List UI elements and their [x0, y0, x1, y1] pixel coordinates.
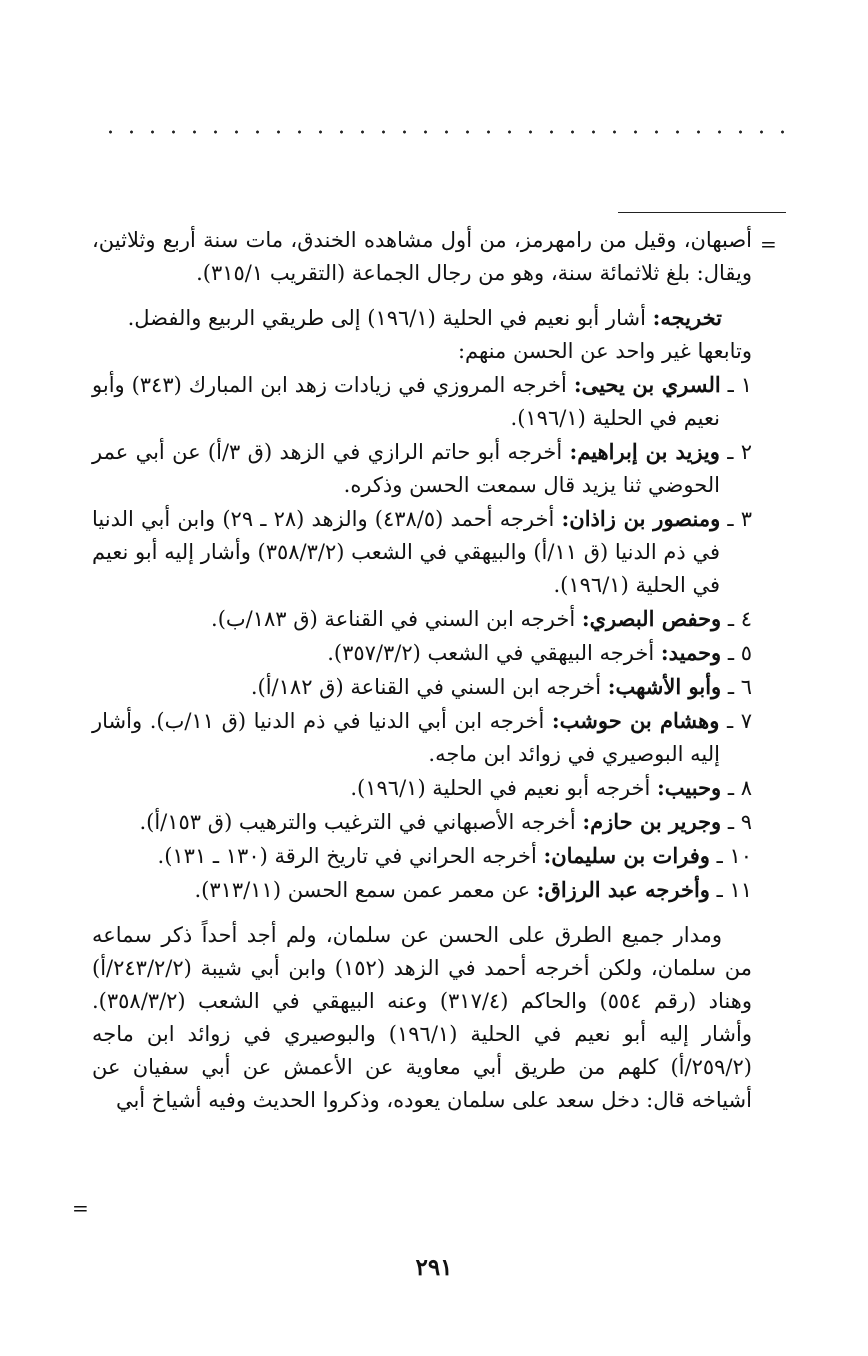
- item-number: ٩ ـ: [721, 810, 752, 834]
- item-text: أخرجه الحراني في تاريخ الرقة (١٣٠ ـ ١٣١).: [157, 844, 544, 868]
- item-text: أخرجه ابن السني في القناعة (ق ١٨٣/ب).: [211, 607, 582, 631]
- item-number: ٣ ـ: [720, 507, 753, 531]
- list-item: [92, 839, 752, 873]
- narrator-name: وحفص البصري:: [581, 606, 722, 631]
- list-item: [92, 670, 752, 704]
- list-item: [92, 368, 752, 435]
- list-item: [92, 805, 752, 839]
- item-text: أخرجه ابن أبي الدنيا في ذم الدنيا (ق ١١/ب). وأشار إليه البوصيري في زوائد ابن ماجه.: [92, 709, 720, 766]
- list-item: [92, 704, 752, 771]
- continuation-marker-bottom: =: [72, 1196, 89, 1220]
- list-item: [92, 636, 752, 670]
- item-text: أخرجه الأصبهاني في الترغيب والترهيب (ق ١٥٣/أ).: [139, 810, 583, 834]
- item-text: أخرجه المروزي في زيادات زهد ابن المبارك (٣٤٣) وأبو نعيم في الحلية (١٩٦/١).: [92, 373, 720, 430]
- list-item: [92, 502, 752, 602]
- takhrij-paragraph: [92, 301, 752, 335]
- item-text: أخرجه البيهقي في الشعب (٣٥٧/٣/٢).: [327, 641, 661, 665]
- narrator-name: وأبو الأشهب:: [607, 674, 722, 699]
- item-number: ٨ ـ: [721, 776, 752, 800]
- item-number: ١ ـ: [720, 373, 752, 397]
- item-number: ٦ ـ: [721, 675, 752, 699]
- item-number: ٧ ـ: [719, 709, 752, 733]
- narrator-name: وحميد:: [660, 640, 722, 665]
- item-text: عن معمر عمن سمع الحسن (٣١٣/١١).: [194, 878, 537, 902]
- narrator-name: وأخرجه عبد الرزاق:: [536, 877, 710, 902]
- list-item: [92, 602, 752, 636]
- dotted-separator: [100, 128, 790, 136]
- item-number: ١٠ ـ: [709, 844, 752, 868]
- continuation-marker-top: =: [760, 232, 777, 256]
- item-number: ١١ ـ: [709, 878, 752, 902]
- narrator-name: ومنصور بن زاذان:: [561, 506, 721, 531]
- list-item: [92, 873, 752, 907]
- followers-list: [92, 368, 752, 907]
- item-text: أخرجه ابن السني في القناعة (ق ١٨٢/أ).: [250, 675, 608, 699]
- footnote-block: [92, 224, 752, 1117]
- footnote-rule: [618, 212, 786, 213]
- item-number: ٢ ـ: [719, 440, 753, 464]
- takhrij-text: أشار أبو نعيم في الحلية (١٩٦/١) إلى طريقي الربيع والفضل.: [127, 306, 653, 330]
- narrator-name: وفرات بن سليمان:: [543, 843, 710, 868]
- narrator-name: ويزيد بن إبراهيم:: [569, 439, 720, 464]
- list-item: [92, 771, 752, 805]
- closing-paragraph: ومدار جميع الطرق على الحسن عن سلمان، ولم أجد أحداً ذكر سماعه من سلمان، ولكن أخرجه أحمد في الزهد (١٥٢) وابن أبي شيبة (٢٤٣/٢/٢/أ) وهناد (رقم ٥٥٤) والحاكم (٣١٧/٤) وعنه البيهقي في الشعب (٣٥٨/٣/٢). وأشار إليه أبو نعيم في الحلية (١٩٦/١) والبوصيري في زوائد ابن ماجه (٢٥٩/٢/أ) كلهم من طريق أبي معاوية عن الأعمش عن أبي سفيان عن أشياخه قال: دخل سعد على سلمان يعوده، وذكروا الحديث وفيه أشياخ أبي: [92, 923, 752, 1112]
- list-item: [92, 435, 752, 502]
- item-text: أخرجه أبو نعيم في الحلية (١٩٦/١).: [350, 776, 658, 800]
- item-text: أخرجه أبو حاتم الرازي في الزهد (ق ٣/أ) عن أبي عمر الحوضي ثنا يزيد قال سمعت الحسن وذكره.: [92, 440, 720, 497]
- item-number: ٤ ـ: [721, 607, 752, 631]
- continued-text: أصبهان، وقيل من رامهرمز، من أول مشاهده الخندق، مات سنة أربع وثلاثين، ويقال: بلغ ثلاثمائة سنة، وهو من رجال الجماعة (التقريب ٣١٥/١).: [92, 228, 752, 285]
- followers-intro: وتابعها غير واحد عن الحسن منهم:: [457, 339, 752, 363]
- narrator-name: وحبيب:: [657, 775, 722, 800]
- takhrij-label: تخريجه:: [652, 305, 722, 330]
- narrator-name: وهشام بن حوشب:: [551, 708, 720, 733]
- narrator-name: السري بن يحيى:: [573, 372, 721, 397]
- item-text: أخرجه أحمد (٤٣٨/٥) والزهد (٢٨ ـ ٢٩) وابن أبي الدنيا في ذم الدنيا (ق ١١/أ) والبيهقي في الشعب (٣٥٨/٣/٢) وأشار إليه أبو نعيم في الحلية (١٩٦/١).: [92, 507, 720, 597]
- item-number: ٥ ـ: [721, 641, 752, 665]
- page-number: ٢٩١: [415, 1254, 453, 1281]
- narrator-name: وجرير بن حازم:: [582, 809, 722, 834]
